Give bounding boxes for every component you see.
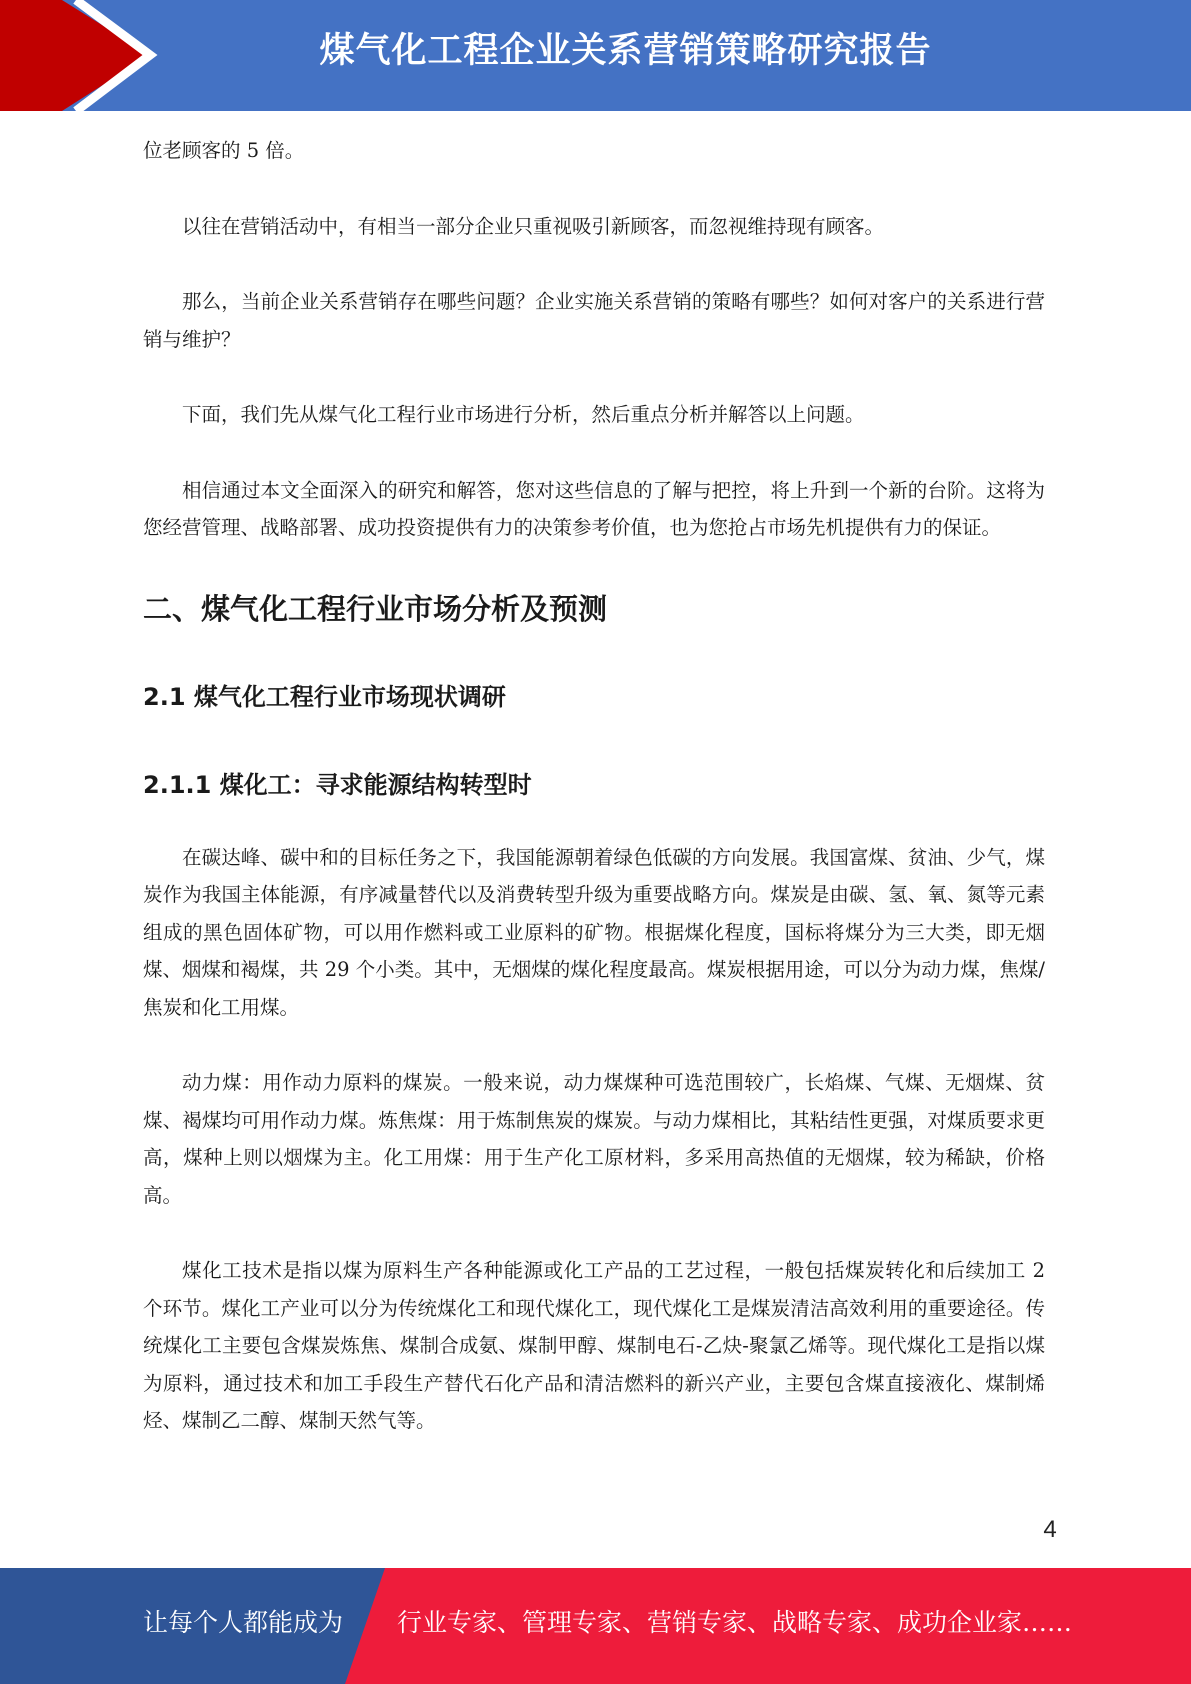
- paragraph: 相信通过本文全面深入的研究和解答，您对这些信息的了解与把控，将上升到一个新的台阶。这将为您经营管理、战略部署、成功投资提供有力的决策参考价值，也为您抢占市场先机提供有力的保证。: [143, 478, 1045, 539]
- footer-slogan-right: 行业专家、管理专家、营销专家、战略专家、成功企业家……: [397, 1608, 1073, 1637]
- paragraph: 在碳达峰、碳中和的目标任务之下，我国能源朝着绿色低碳的方向发展。我国富煤、贫油、少气，煤炭作为我国主体能源，有序减量替代以及消费转型升级为重要战略方向。煤炭是由碳、氢、氧、氮等元素组成的黑色固体矿物，可以用作燃料或工业原料的矿物。根据煤化程度，国标将煤分为三大类，即无烟煤、烟煤和褐煤，共 29 个小类。其中，无烟煤的煤化程度最高。煤炭根据用途，可以分为动力煤，焦煤/焦炭和化工用煤。: [143, 845, 1045, 1019]
- paragraph: 动力煤：用作动力原料的煤炭。一般来说，动力煤煤种可选范围较广，长焰煤、气煤、无烟煤、贫煤、褐煤均可用作动力煤。炼焦煤：用于炼制焦炭的煤炭。与动力煤相比，其粘结性更强，对煤质要求更高，煤种上则以烟煤为主。化工用煤：用于生产化工原材料，多采用高热值的无烟煤，较为稀缺，价格高。: [143, 1071, 1045, 1207]
- paragraph: 那么，当前企业关系营销存在哪些问题？企业实施关系营销的策略有哪些？如何对客户的关系进行营销与维护？: [143, 290, 1045, 351]
- subsection-heading: 2.1 煤气化工程行业市场现状调研: [143, 682, 506, 711]
- section-heading: 二、煤气化工程行业市场分析及预测: [143, 591, 608, 626]
- page-number: 4: [1043, 1516, 1057, 1543]
- paragraph: 下面，我们先从煤气化工程行业市场进行分析，然后重点分析并解答以上问题。: [182, 403, 865, 426]
- page-header: [0, 0, 1191, 111]
- subsubsection-heading: 2.1.1 煤化工：寻求能源结构转型时: [143, 770, 532, 799]
- paragraph: 以往在营销活动中，有相当一部分企业只重视吸引新顾客，而忽视维持现有顾客。: [182, 214, 885, 238]
- paragraph: 煤化工技术是指以煤为原料生产各种能源或化工产品的工艺过程，一般包括煤炭转化和后续加工 2 个环节。煤化工产业可以分为传统煤化工和现代煤化工，现代煤化工是煤炭清洁高效利用的重要途径。传统煤化工主要包含煤炭炼焦、煤制合成氨、煤制甲醇、煤制电石-乙炔-聚氯乙烯等。现代煤化工是指以煤为原料，通过技术和加工手段生产替代石化产品和清洁燃料的新兴产业，主要包含煤直接液化、煤制烯烃、煤制乙二醇、煤制天然气等。: [143, 1259, 1045, 1432]
- page-footer: [0, 1568, 1191, 1684]
- document-body: [143, 132, 1045, 1440]
- report-title: 煤气化工程企业关系营销策略研究报告: [319, 31, 932, 71]
- paragraph: 位老顾客的 5 倍。: [143, 139, 305, 162]
- footer-slogan-left: 让每个人都能成为: [143, 1608, 344, 1637]
